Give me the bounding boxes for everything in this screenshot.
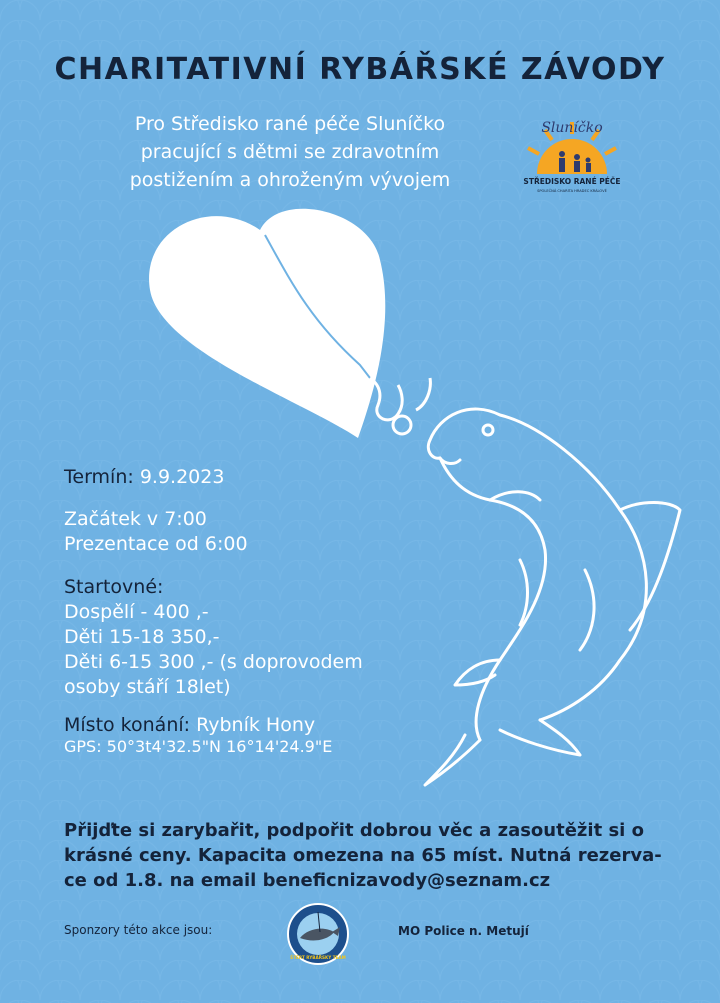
sponsors-label: Sponzory této akce jsou: bbox=[64, 923, 213, 937]
fee-adults: Dospělí - 400 ,- bbox=[64, 601, 209, 623]
venue-value: Rybník Hony bbox=[196, 714, 316, 736]
logo-name: STŘEDISKO RANÉ PÉČE bbox=[523, 177, 621, 186]
invitation-line: Přijďte si zarybařit, podpořit dobrou věc a zasoutěžit si o bbox=[64, 820, 644, 841]
gps-coordinates: GPS: 50°3t4'32.5"N 16°14'24.9"E bbox=[64, 737, 333, 756]
fee-teens: Děti 15-18 350,- bbox=[64, 626, 220, 648]
badge-text: ŠTÉRT RYBÁŘSKÝ TEAM bbox=[290, 955, 346, 960]
date-line bbox=[64, 465, 224, 490]
venue-label: Místo konání: bbox=[64, 714, 191, 736]
fee-kids: Děti 6-15 300 ,- (s doprovodem bbox=[64, 651, 363, 673]
carp-fish-icon bbox=[370, 370, 700, 790]
subtitle bbox=[60, 110, 520, 194]
invitation-line: ce od 1.8. na email beneficnizavody@seznam.cz bbox=[64, 870, 551, 891]
date-label: Termín: bbox=[64, 466, 134, 488]
subtitle-line: postižením a ohroženým vývojem bbox=[129, 169, 451, 191]
page-title: CHARITATIVNÍ RYBÁŘSKÉ ZÁVODY bbox=[54, 52, 666, 87]
logo-tagline: SPOLEČNÁ CHARITA HRADEC KRÁLOVÉ bbox=[537, 189, 607, 193]
logo-script: Sluníčko bbox=[541, 120, 603, 136]
fee-label: Startovné: bbox=[64, 576, 164, 598]
sponsor-mo: MO Police n. Metují bbox=[398, 924, 529, 938]
venue-line bbox=[64, 713, 315, 738]
subtitle-line: Pro Středisko rané péče Sluníčko bbox=[134, 113, 446, 135]
sponsor-badge-logo bbox=[286, 902, 350, 966]
presentation-time: Prezentace od 6:00 bbox=[64, 533, 248, 555]
invitation-line: krásné ceny. Kapacita omezena na 65 míst. Nutná rezerva- bbox=[64, 845, 662, 866]
slunicko-logo bbox=[522, 112, 622, 212]
date-value: 9.9.2023 bbox=[139, 466, 225, 488]
fee-kids-note: osoby stáří 18let) bbox=[64, 676, 231, 698]
invitation-text bbox=[64, 818, 674, 893]
start-time: Začátek v 7:00 bbox=[64, 508, 207, 530]
subtitle-line: pracující s dětmi se zdravotním bbox=[140, 141, 440, 163]
